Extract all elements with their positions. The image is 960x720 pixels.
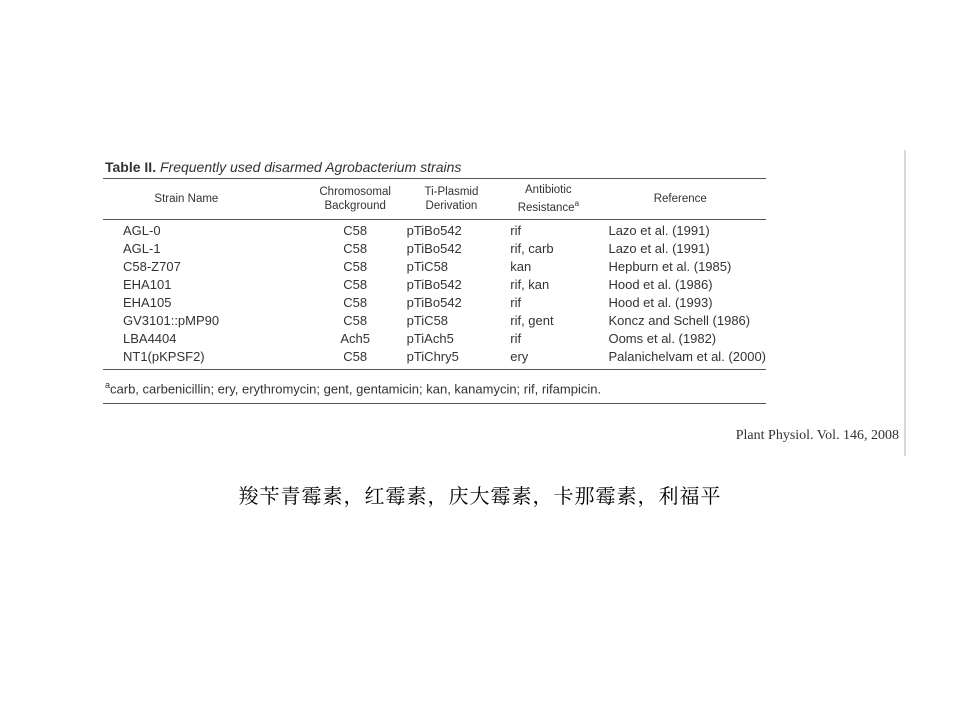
cell-background: C58 xyxy=(343,295,368,310)
cell-background: C58 xyxy=(343,241,368,256)
cell-plasmid: pTiBo542 xyxy=(406,295,462,310)
header-strain-name: Strain Name xyxy=(103,179,310,220)
cell-reference: Lazo et al. (1991) xyxy=(608,223,710,238)
cell-strain: C58-Z707 xyxy=(123,259,181,274)
table-row xyxy=(103,220,766,241)
footnote-marker: a xyxy=(105,380,111,390)
header-antibiotic-resistance: Antibiotic Resistance$^a$ xyxy=(502,179,594,220)
table-row xyxy=(103,240,766,258)
cell-resistance: ery xyxy=(502,348,594,370)
table-row xyxy=(103,258,766,276)
cell-reference: Lazo et al. (1991) xyxy=(608,241,710,256)
cell-plasmid: pTiC58 xyxy=(406,259,449,274)
cell-reference: Ooms et al. (1982) xyxy=(608,331,717,346)
cell-strain: EHA105 xyxy=(123,295,172,310)
cell-plasmid: pTiAch5 xyxy=(406,331,454,346)
figure-edge-line xyxy=(904,150,906,456)
cell-background: Ach5 xyxy=(340,331,370,346)
header-reference: Reference xyxy=(594,179,766,220)
cell-resistance: rif, kan xyxy=(510,277,550,292)
header-ti-plasmid: Ti-Plasmid Derivation xyxy=(401,179,503,220)
chinese-caption: 羧苄青霉素，红霉素，庆大霉素，卡那霉素，利福平 xyxy=(238,484,722,508)
cell-resistance: rif, gent xyxy=(510,313,554,328)
cell-plasmid: pTiBo542 xyxy=(406,241,462,256)
table-row xyxy=(103,330,766,348)
cell-reference: Koncz and Schell (1986) xyxy=(608,313,751,328)
cell-resistance: rif, carb xyxy=(510,241,554,256)
table-title: Frequently used disarmed Agrobacterium strains xyxy=(159,159,462,175)
cell-resistance: kan xyxy=(510,259,532,274)
table-row xyxy=(103,348,766,370)
cell-reference: Hepburn et al. (1985) xyxy=(608,259,732,274)
cell-strain: NT1(pKPSF2) xyxy=(103,348,310,370)
cell-background: C58 xyxy=(343,277,368,292)
agrobacterium-strains-table xyxy=(103,158,766,404)
table-row xyxy=(103,312,766,330)
cell-plasmid: pTiBo542 xyxy=(406,277,462,292)
strains-table xyxy=(103,179,766,370)
cell-strain: EHA101 xyxy=(123,277,172,292)
cell-plasmid: pTiC58 xyxy=(406,313,449,328)
table-caption xyxy=(103,158,766,179)
footnote-text: carb, carbenicillin; ery, erythromycin; gent, gentamicin; kan, kanamycin; rif, rifampicin. xyxy=(110,381,602,397)
cell-plasmid: pTiBo542 xyxy=(406,223,462,238)
cell-strain: LBA4404 xyxy=(123,331,177,346)
cell-reference: Hood et al. (1993) xyxy=(608,295,713,310)
header-chromosomal-background: Chromosomal Background xyxy=(310,179,401,220)
cell-reference: Palanichelvam et al. (2000) xyxy=(594,348,766,370)
cell-resistance: rif xyxy=(510,331,522,346)
cell-background: C58 xyxy=(343,259,368,274)
table-header-row xyxy=(103,179,766,220)
table-label: Table II. xyxy=(105,159,157,175)
table-footnote xyxy=(103,370,766,404)
table-figure xyxy=(103,150,908,456)
table-row xyxy=(103,276,766,294)
cell-background: C58 xyxy=(343,313,368,328)
cell-background: C58 xyxy=(310,348,401,370)
cell-strain: AGL-0 xyxy=(123,223,161,238)
journal-citation: Plant Physiol. Vol. 146, 2008 xyxy=(735,428,899,443)
cell-strain: GV3101::pMP90 xyxy=(123,313,220,328)
cell-resistance: rif xyxy=(510,223,522,238)
table-row xyxy=(103,294,766,312)
cell-plasmid: pTiChry5 xyxy=(401,348,503,370)
cell-strain: AGL-1 xyxy=(123,241,161,256)
cell-resistance: rif xyxy=(510,295,522,310)
cell-background: C58 xyxy=(343,223,368,238)
cell-reference: Hood et al. (1986) xyxy=(608,277,713,292)
